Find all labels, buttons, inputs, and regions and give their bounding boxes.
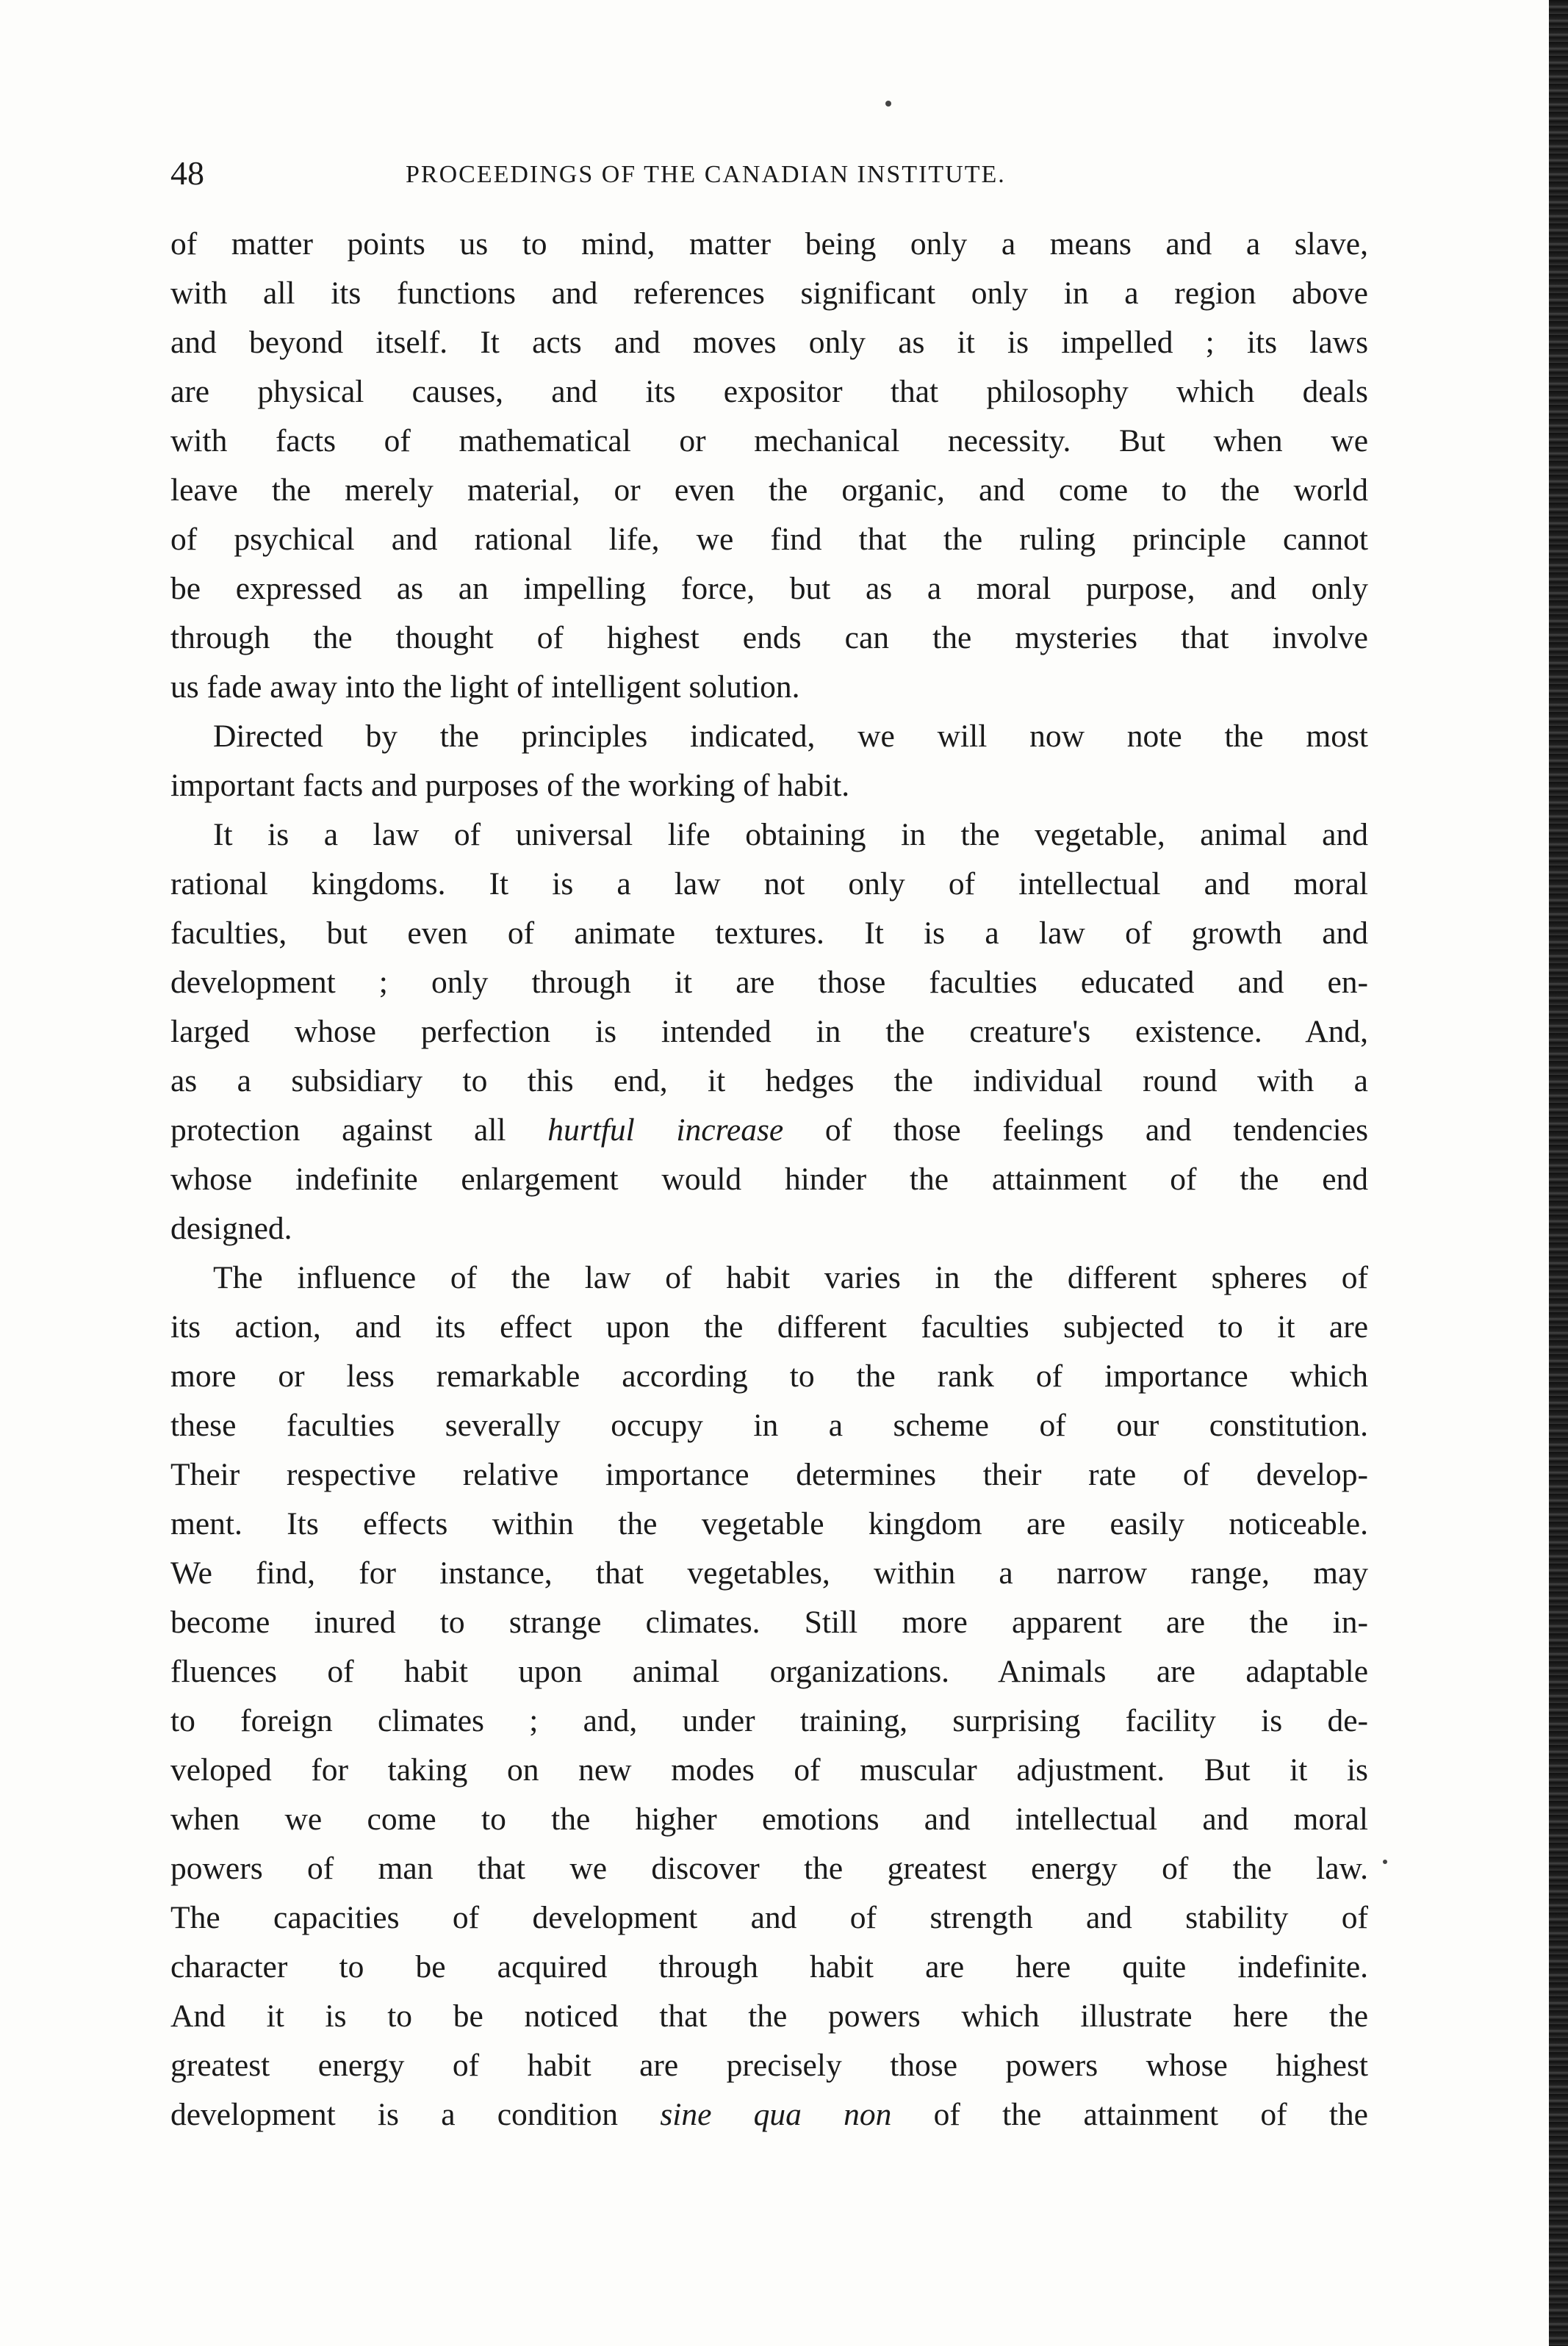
text-line: whose indefinite enlargement would hinder the attainment of the end	[170, 1162, 1368, 1197]
text-line: of matter points us to mind, matter being only a means and a slave,	[170, 226, 1368, 262]
text-line: are physical causes, and its expositor that philosophy which deals	[170, 374, 1368, 409]
scanned-page-edge	[1549, 0, 1568, 2346]
text-line: We find, for instance, that vegetables, within a narrow range, may	[170, 1555, 1368, 1591]
text-segment: protection against all	[170, 1112, 506, 1148]
text-line: greatest energy of habit are precisely those powers whose highest	[170, 2048, 1368, 2083]
text-line: The capacities of development and of strength and stability of	[170, 1900, 1368, 1935]
text-line: larged whose perfection is intended in the creature's existence. And,	[170, 1014, 1368, 1049]
text-line: ment. Its effects within the vegetable kingdom are easily noticeable.	[170, 1506, 1368, 1541]
text-line: these faculties severally occupy in a scheme of our constitution.	[170, 1408, 1368, 1443]
ink-speck	[1383, 1860, 1387, 1864]
text-line: of psychical and rational life, we find that the ruling principle cannot	[170, 522, 1368, 557]
text-line: designed.	[170, 1211, 292, 1246]
text-line: to foreign climates ; and, under training, surprising facility is de-	[170, 1703, 1368, 1738]
ink-speck	[885, 101, 891, 107]
text-line: its action, and its effect upon the different faculties subjected to it are	[170, 1309, 1368, 1345]
text-line: faculties, but even of animate textures. It is a law of growth and	[170, 915, 1368, 951]
text-line	[170, 2090, 1368, 2140]
page-header	[170, 151, 1368, 195]
text-line: as a subsidiary to this end, it hedges the individual round with a	[170, 1063, 1368, 1098]
text-line: It is a law of universal life obtaining in the vegetable, animal and	[213, 817, 1368, 852]
text-segment: of the attainment of the	[933, 2097, 1368, 2132]
text-line: character to be acquired through habit are here quite indefinite.	[170, 1949, 1368, 1985]
text-line: more or less remarkable according to the rank of importance which	[170, 1359, 1368, 1394]
text-line: The influence of the law of habit varies in the different spheres of	[213, 1260, 1368, 1295]
body-text	[170, 220, 1368, 2140]
italic-phrase: sine qua non	[660, 2097, 892, 2132]
text-line: through the thought of highest ends can the mysteries that involve	[170, 620, 1368, 655]
text-line: with all its functions and references significant only in a region above	[170, 276, 1368, 311]
text-line: with facts of mathematical or mechanical necessity. But when we	[170, 423, 1368, 458]
text-line: Directed by the principles indicated, we will now note the most	[213, 719, 1368, 754]
text-line: important facts and purposes of the working of habit.	[170, 768, 850, 803]
text-segment: of those feelings and tendencies	[824, 1112, 1368, 1148]
text-line: powers of man that we discover the greatest energy of the law.	[170, 1851, 1368, 1886]
text-segment: development is a condition	[170, 2097, 619, 2132]
text-line: be expressed as an impelling force, but as a moral purpose, and only	[170, 571, 1368, 606]
text-line: and beyond itself. It acts and moves only as it is impelled ; its laws	[170, 325, 1368, 360]
text-line: veloped for taking on new modes of muscular adjustment. But it is	[170, 1752, 1368, 1788]
page-number: 48	[170, 154, 204, 192]
text-line: leave the merely material, or even the organic, and come to the world	[170, 472, 1368, 508]
text-line: And it is to be noticed that the powers which illustrate here the	[170, 1998, 1368, 2034]
text-line: become inured to strange climates. Still more apparent are the in-	[170, 1605, 1368, 1640]
text-line: fluences of habit upon animal organizations. Animals are adaptable	[170, 1654, 1368, 1689]
text-line: us fade away into the light of intelligent solution.	[170, 669, 800, 705]
text-line	[170, 1106, 1368, 1155]
running-head: PROCEEDINGS OF THE CANADIAN INSTITUTE.	[406, 161, 1006, 188]
text-line: development ; only through it are those faculties educated and en-	[170, 965, 1368, 1000]
text-line: rational kingdoms. It is a law not only of intellectual and moral	[170, 866, 1368, 902]
text-line: Their respective relative importance determines their rate of develop-	[170, 1457, 1368, 1492]
text-line: when we come to the higher emotions and intellectual and moral	[170, 1802, 1368, 1837]
italic-phrase: hurtful increase	[547, 1112, 784, 1148]
